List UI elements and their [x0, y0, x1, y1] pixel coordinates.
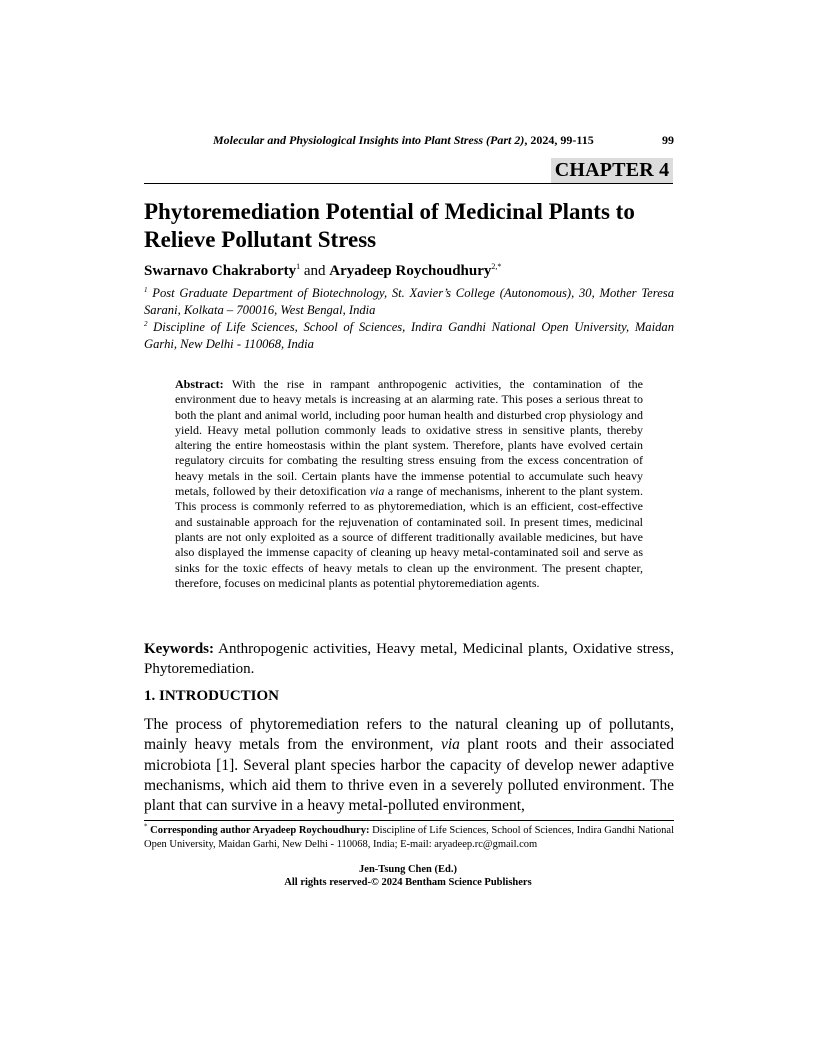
journal-title: Molecular and Physiological Insights into Plant Stress (Part 2) [213, 133, 525, 147]
affiliation-text: Discipline of Life Sciences, School of Sciences, Indira Gandhi National Open University, Maidan Garhi, New Delhi - 110068, India [144, 320, 674, 351]
body-paragraph [144, 715, 674, 816]
editor-name: Jen-Tsung Chen (Ed.) [359, 864, 457, 875]
footnote-label: Corresponding author Aryadeep Roychoudhury: [147, 825, 370, 836]
author-affil-sup: 1 [296, 262, 301, 271]
footnote-text: Discipline of Life Sciences, School of Sciences, Indira Gandhi National Open University, Maidan Garhi, New Delhi - 110068, India; E-mail: aryadeep.rc@gmail.com [144, 825, 674, 850]
section-heading: 1. INTRODUCTION [144, 688, 280, 704]
abstract-italic: via [369, 484, 385, 499]
body-italic: via [440, 736, 460, 754]
running-header [0, 133, 816, 151]
abstract [175, 377, 643, 591]
running-title [213, 133, 594, 148]
publisher-block [0, 863, 816, 889]
footnote-rule [144, 820, 674, 821]
affiliation [144, 285, 674, 319]
keywords-label: Keywords: [144, 641, 214, 657]
abstract-text: With the rise in rampant anthropogenic activities, the contamination of the environment due to heavy metals is increasing at an alarming rate. This poses a serious threat to both the plant and animal world, including poor human health and disturbed crop physiology and yield. Heavy metal pollution commonly leads to oxidative stress in sensitive plants, thereby altering the entire homeostasis within the plant system. Therefore, plants have evolved certain regulatory circuits for combating the resulting stress ensuing from the excess concentration of heavy metals in the soil. Certain plants have the immense potential to accumulate such heavy metals, followed by their detoxification [175, 377, 643, 499]
chapter-title: Phytoremediation Potential of Medicinal Plants to Relieve Pollutant Stress [144, 199, 635, 252]
author-name: Swarnavo Chakraborty [144, 263, 297, 279]
author-list [144, 262, 674, 280]
chapter-rule [144, 183, 673, 184]
footnote-marker: * [144, 822, 148, 831]
affiliation [144, 319, 674, 353]
author-affil-sup: 2,* [491, 262, 502, 271]
author-name: Aryadeep Roychoudhury [329, 263, 492, 279]
affiliation-sup: 2 [144, 319, 148, 328]
author-conjunction: and [300, 263, 330, 279]
body-text: The process of phytoremediation refers to the natural cleaning up of pollutants, mainly heavy metals from the environment, [144, 716, 674, 754]
keywords [144, 639, 674, 679]
footnote [144, 824, 674, 851]
chapter-label: CHAPTER 4 [551, 158, 673, 183]
body-text: plant roots and their associated microbiota [1]. Several plant species harbor the capacity of develop newer adaptive mechanisms, which aid them to thrive even in a severely polluted environment. The plant that can survive in a heavy metal-polluted environment, [144, 736, 674, 815]
affiliation-text: Post Graduate Department of Biotechnology, St. Xavier’s College (Autonomous), 30, Mother Teresa Sarani, Kolkata – 700016, West Bengal, India [144, 286, 674, 317]
copyright-line: All rights reserved-© 2024 Bentham Science Publishers [284, 877, 532, 888]
page-number: 99 [662, 133, 674, 147]
affiliation-sup: 1 [144, 285, 148, 294]
journal-year-pages: , 2024, 99-115 [524, 133, 594, 147]
keywords-text: Anthropogenic activities, Heavy metal, Medicinal plants, Oxidative stress, Phytoremediation. [144, 641, 674, 677]
abstract-label: Abstract: [175, 377, 224, 391]
abstract-text: a range of mechanisms, inherent to the plant system. This process is commonly referred to as phytoremediation, which is an efficient, cost-effective and sustainable approach for the rejuvenation of contaminated soil. In present times, medicinal plants are not only exploited as a source of different traditionally available medicines, but have also displayed the immense capacity of cleaning up heavy metal-contaminated soil and serve as sinks for the toxic effects of heavy metals to clean up the environment. The present chapter, therefore, focuses on medicinal plants as potential phytoremediation agents. [175, 484, 643, 590]
